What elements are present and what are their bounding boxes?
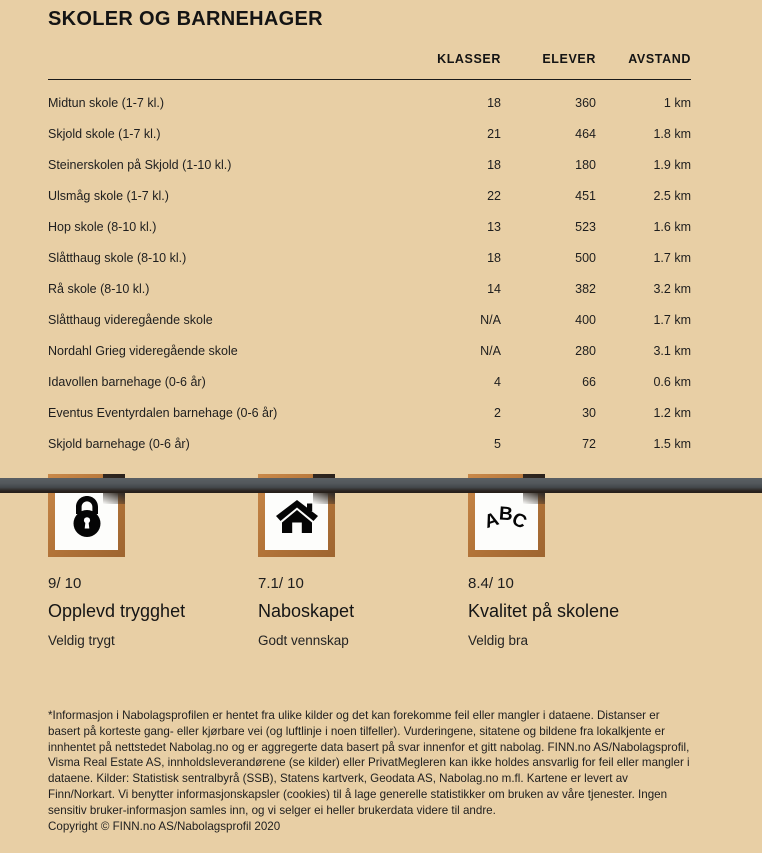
rating-score: 8.4/ 10 [468, 575, 514, 592]
rating-score: 9/ 10 [48, 575, 82, 592]
cell-avstand: 3.2 km [653, 282, 691, 296]
table-row [48, 212, 691, 243]
schools-table [48, 52, 691, 460]
cell-name: Skjold skole (1-7 kl.) [48, 127, 161, 141]
column-header-name [48, 52, 406, 80]
rating-subtitle: Veldig trygt [48, 633, 115, 648]
table-row [48, 336, 691, 367]
footer-disclaimer [48, 708, 693, 834]
cell-klasser: N/A [480, 344, 501, 358]
rating-subtitle: Veldig bra [468, 633, 529, 648]
cell-name: Slåtthaug videregående skole [48, 313, 213, 327]
table-row [48, 181, 691, 212]
svg-text:B: B [497, 502, 513, 525]
rating-label: Kvalitet på skolene [468, 601, 620, 621]
cell-elever: 180 [575, 158, 596, 172]
table-row [48, 80, 691, 119]
rating-subtitle: Godt vennskap [258, 633, 349, 648]
cell-klasser: N/A [480, 313, 501, 327]
cell-klasser: 4 [494, 375, 501, 389]
cell-name: Idavollen barnehage (0-6 år) [48, 375, 206, 389]
cell-klasser: 13 [487, 220, 501, 234]
cell-klasser: 18 [487, 96, 501, 110]
svg-text:A: A [481, 508, 502, 533]
page-title: SKOLER OG BARNEHAGER [48, 8, 323, 30]
cell-klasser: 18 [487, 158, 501, 172]
cell-elever: 360 [575, 96, 596, 110]
cell-avstand: 3.1 km [653, 344, 691, 358]
cell-elever: 280 [575, 344, 596, 358]
cell-avstand: 1.8 km [653, 127, 691, 141]
rating-card [468, 474, 678, 648]
cell-name: Eventus Eventyrdalen barnehage (0-6 år) [48, 406, 278, 420]
cell-name: Slåtthaug skole (8-10 kl.) [48, 251, 187, 265]
divider-bar [0, 478, 762, 493]
cell-name: Skjold barnehage (0-6 år) [48, 437, 190, 451]
cell-klasser: 22 [487, 189, 501, 203]
cell-avstand: 1.6 km [653, 220, 691, 234]
disclaimer-text: *Informasjon i Nabolagsprofilen er hentet fra ulike kilder og det kan forekomme feil eller mangler i dataene. Distanser er basert på korteste gang- eller kjørbare vei (og luftlinje i noen tilfeller). Vurderingene, sitatene og bildene fra lokalkjente er innhentet på nettstedet Nabolag.no og er aggregerte data basert på svar innenfor et gitt nabolag. FINN.no AS/Nabolagsprofil, Visma Real Estate AS, innholdsleverandørene (se kilder) eller PrivatMegleren kan ikke holdes ansvarlig for feil eller mangler i dataene. Kilder: Statistisk sentralbyrå (SSB), Statens kartverk, Geodata AS, Nabolag.no m.fl. Kartene er levert av Finn/Norkart. Vi benytter informasjonskapsler (cookies) til å lage generelle statistikker om bruken av våre tjenester. Ingen sensitiv bruker-informasjon samles inn, og vi selger ei heller brukerdata videre til andre. [48, 709, 690, 817]
cell-klasser: 21 [487, 127, 501, 141]
cell-avstand: 0.6 km [653, 375, 691, 389]
table-body [48, 80, 691, 460]
cell-elever: 382 [575, 282, 596, 296]
cell-name: Midtun skole (1-7 kl.) [48, 96, 165, 110]
cell-avstand: 1.2 km [653, 406, 691, 420]
cell-elever: 66 [582, 375, 596, 389]
cell-name: Steinerskolen på Skjold (1-10 kl.) [48, 158, 232, 172]
cell-klasser: 18 [487, 251, 501, 265]
cell-avstand: 1.7 km [653, 251, 691, 265]
copyright-text: Copyright © FINN.no AS/Nabolagsprofil 2020 [48, 819, 281, 833]
svg-text:C: C [508, 508, 530, 533]
table-row [48, 398, 691, 429]
rating-label: Naboskapet [258, 601, 355, 621]
rating-score: 7.1/ 10 [258, 575, 304, 592]
cell-avstand: 1.9 km [653, 158, 691, 172]
table-header-row [48, 52, 691, 80]
cell-elever: 464 [575, 127, 596, 141]
column-header-elever: ELEVER [542, 52, 596, 66]
table-row [48, 274, 691, 305]
cell-elever: 30 [582, 406, 596, 420]
cell-avstand: 1.5 km [653, 437, 691, 451]
rating-label: Opplevd trygghet [48, 601, 186, 621]
column-header-avstand: AVSTAND [628, 52, 691, 66]
table-row [48, 119, 691, 150]
cell-elever: 451 [575, 189, 596, 203]
cell-name: Rå skole (8-10 kl.) [48, 282, 150, 296]
cell-avstand: 1.7 km [653, 313, 691, 327]
rating-cards [48, 474, 748, 674]
cell-klasser: 14 [487, 282, 501, 296]
schools-table-wrapper [48, 52, 691, 460]
table-row [48, 243, 691, 274]
cell-klasser: 2 [494, 406, 501, 420]
table-header [48, 52, 691, 80]
rating-card [48, 474, 258, 648]
rating-card [258, 474, 468, 648]
table-row [48, 305, 691, 336]
cell-name: Ulsmåg skole (1-7 kl.) [48, 189, 169, 203]
table-row [48, 150, 691, 181]
cell-elever: 400 [575, 313, 596, 327]
cell-name: Hop skole (8-10 kl.) [48, 220, 157, 234]
table-row [48, 367, 691, 398]
cell-avstand: 2.5 km [653, 189, 691, 203]
table-row [48, 429, 691, 460]
cell-elever: 523 [575, 220, 596, 234]
cell-elever: 72 [582, 437, 596, 451]
column-header-klasser: KLASSER [437, 52, 501, 66]
cell-klasser: 5 [494, 437, 501, 451]
cell-name: Nordahl Grieg videregående skole [48, 344, 238, 358]
cell-elever: 500 [575, 251, 596, 265]
cell-avstand: 1 km [663, 96, 691, 110]
